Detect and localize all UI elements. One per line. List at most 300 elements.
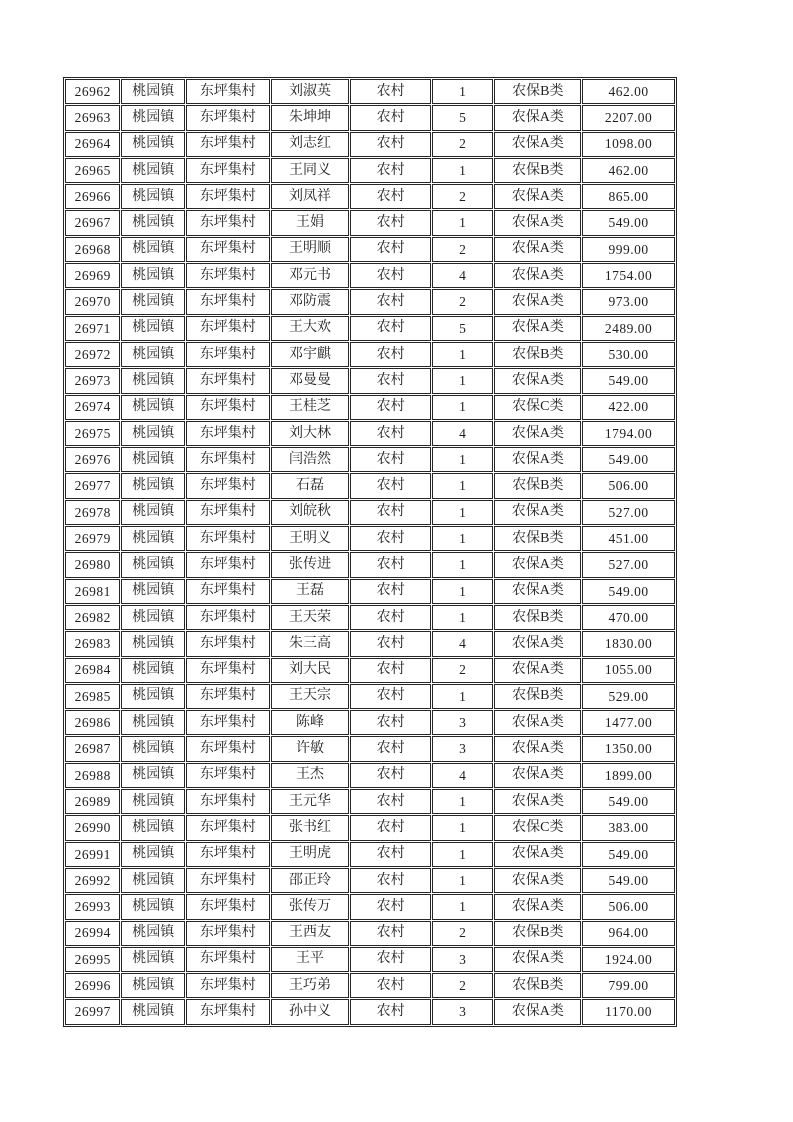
- cell-town: 桃园镇: [121, 421, 185, 446]
- cell-insurance-category: 农保A类: [494, 736, 581, 761]
- cell-name: 张书红: [271, 815, 350, 840]
- cell-person-count: 2: [432, 658, 494, 683]
- cell-residence-type: 农村: [350, 132, 431, 157]
- table-row: [65, 921, 675, 946]
- cell-amount: 964.00: [582, 921, 675, 946]
- cell-person-count: 3: [432, 736, 494, 761]
- cell-residence-type: 农村: [350, 658, 431, 683]
- cell-name: 刘大林: [271, 421, 350, 446]
- cell-name: 刘凤祥: [271, 184, 350, 209]
- table-row: [65, 973, 675, 998]
- cell-person-count: 1: [432, 342, 494, 367]
- cell-name: 刘大民: [271, 658, 350, 683]
- table-row: [65, 79, 675, 104]
- cell-town: 桃园镇: [121, 552, 185, 577]
- cell-residence-type: 农村: [350, 579, 431, 604]
- cell-amount: 549.00: [582, 842, 675, 867]
- cell-village: 东坪集村: [186, 947, 270, 972]
- cell-village: 东坪集村: [186, 921, 270, 946]
- table-body: [65, 79, 675, 1025]
- table-row: [65, 158, 675, 183]
- cell-person-count: 5: [432, 316, 494, 341]
- cell-amount: 2489.00: [582, 316, 675, 341]
- cell-residence-type: 农村: [350, 237, 431, 262]
- cell-village: 东坪集村: [186, 842, 270, 867]
- cell-name: 王西友: [271, 921, 350, 946]
- cell-residence-type: 农村: [350, 921, 431, 946]
- cell-town: 桃园镇: [121, 342, 185, 367]
- cell-record-id: 26975: [65, 421, 120, 446]
- cell-town: 桃园镇: [121, 789, 185, 814]
- cell-person-count: 1: [432, 552, 494, 577]
- cell-insurance-category: 农保A类: [494, 631, 581, 656]
- cell-name: 王同义: [271, 158, 350, 183]
- cell-town: 桃园镇: [121, 605, 185, 630]
- cell-name: 王大欢: [271, 316, 350, 341]
- cell-amount: 549.00: [582, 210, 675, 235]
- cell-person-count: 1: [432, 395, 494, 420]
- cell-residence-type: 农村: [350, 421, 431, 446]
- table-row: [65, 500, 675, 525]
- cell-village: 东坪集村: [186, 552, 270, 577]
- cell-insurance-category: 农保A类: [494, 105, 581, 130]
- cell-amount: 549.00: [582, 868, 675, 893]
- cell-residence-type: 农村: [350, 736, 431, 761]
- table-row: [65, 421, 675, 446]
- cell-person-count: 2: [432, 289, 494, 314]
- cell-amount: 1794.00: [582, 421, 675, 446]
- cell-residence-type: 农村: [350, 815, 431, 840]
- cell-amount: 799.00: [582, 973, 675, 998]
- cell-amount: 549.00: [582, 579, 675, 604]
- cell-record-id: 26988: [65, 763, 120, 788]
- cell-name: 王天宗: [271, 684, 350, 709]
- cell-record-id: 26971: [65, 316, 120, 341]
- cell-amount: 470.00: [582, 605, 675, 630]
- cell-amount: 1924.00: [582, 947, 675, 972]
- cell-village: 东坪集村: [186, 894, 270, 919]
- table-row: [65, 184, 675, 209]
- cell-record-id: 26965: [65, 158, 120, 183]
- cell-record-id: 26977: [65, 473, 120, 498]
- cell-village: 东坪集村: [186, 631, 270, 656]
- cell-person-count: 1: [432, 447, 494, 472]
- cell-record-id: 26993: [65, 894, 120, 919]
- cell-town: 桃园镇: [121, 763, 185, 788]
- table-row: [65, 105, 675, 130]
- cell-person-count: 3: [432, 947, 494, 972]
- cell-amount: 1477.00: [582, 710, 675, 735]
- cell-town: 桃园镇: [121, 447, 185, 472]
- cell-name: 石磊: [271, 473, 350, 498]
- cell-village: 东坪集村: [186, 316, 270, 341]
- cell-record-id: 26976: [65, 447, 120, 472]
- cell-residence-type: 农村: [350, 158, 431, 183]
- cell-village: 东坪集村: [186, 237, 270, 262]
- cell-name: 邓防震: [271, 289, 350, 314]
- cell-town: 桃园镇: [121, 815, 185, 840]
- cell-amount: 529.00: [582, 684, 675, 709]
- cell-amount: 549.00: [582, 789, 675, 814]
- cell-insurance-category: 农保A类: [494, 237, 581, 262]
- cell-amount: 530.00: [582, 342, 675, 367]
- cell-village: 东坪集村: [186, 132, 270, 157]
- cell-village: 东坪集村: [186, 395, 270, 420]
- cell-town: 桃园镇: [121, 999, 185, 1024]
- table-row: [65, 289, 675, 314]
- cell-record-id: 26985: [65, 684, 120, 709]
- table-row: [65, 999, 675, 1024]
- cell-insurance-category: 农保B类: [494, 526, 581, 551]
- cell-record-id: 26981: [65, 579, 120, 604]
- cell-village: 东坪集村: [186, 368, 270, 393]
- cell-village: 东坪集村: [186, 421, 270, 446]
- cell-residence-type: 农村: [350, 79, 431, 104]
- table-row: [65, 237, 675, 262]
- table-row: [65, 473, 675, 498]
- cell-residence-type: 农村: [350, 500, 431, 525]
- cell-insurance-category: 农保A类: [494, 579, 581, 604]
- cell-residence-type: 农村: [350, 842, 431, 867]
- cell-insurance-category: 农保A类: [494, 894, 581, 919]
- cell-person-count: 1: [432, 500, 494, 525]
- cell-town: 桃园镇: [121, 158, 185, 183]
- table-row: [65, 763, 675, 788]
- cell-town: 桃园镇: [121, 973, 185, 998]
- cell-person-count: 1: [432, 842, 494, 867]
- cell-record-id: 26980: [65, 552, 120, 577]
- cell-village: 东坪集村: [186, 263, 270, 288]
- cell-residence-type: 农村: [350, 710, 431, 735]
- table-row: [65, 552, 675, 577]
- cell-record-id: 26987: [65, 736, 120, 761]
- cell-town: 桃园镇: [121, 210, 185, 235]
- cell-insurance-category: 农保A类: [494, 316, 581, 341]
- cell-residence-type: 农村: [350, 368, 431, 393]
- table-row: [65, 316, 675, 341]
- cell-town: 桃园镇: [121, 526, 185, 551]
- cell-name: 邓元书: [271, 263, 350, 288]
- cell-person-count: 1: [432, 868, 494, 893]
- cell-record-id: 26991: [65, 842, 120, 867]
- cell-name: 孙中义: [271, 999, 350, 1024]
- cell-person-count: 2: [432, 237, 494, 262]
- cell-name: 王杰: [271, 763, 350, 788]
- cell-insurance-category: 农保B类: [494, 605, 581, 630]
- table-row: [65, 368, 675, 393]
- cell-insurance-category: 农保C类: [494, 815, 581, 840]
- cell-town: 桃园镇: [121, 473, 185, 498]
- cell-record-id: 26973: [65, 368, 120, 393]
- table-row: [65, 684, 675, 709]
- cell-name: 张传进: [271, 552, 350, 577]
- cell-name: 王磊: [271, 579, 350, 604]
- cell-town: 桃园镇: [121, 736, 185, 761]
- cell-town: 桃园镇: [121, 395, 185, 420]
- table-row: [65, 526, 675, 551]
- cell-village: 东坪集村: [186, 158, 270, 183]
- cell-residence-type: 农村: [350, 894, 431, 919]
- cell-name: 刘皖秋: [271, 500, 350, 525]
- cell-amount: 1055.00: [582, 658, 675, 683]
- cell-village: 东坪集村: [186, 710, 270, 735]
- cell-village: 东坪集村: [186, 342, 270, 367]
- cell-record-id: 26964: [65, 132, 120, 157]
- table-row: [65, 605, 675, 630]
- cell-person-count: 4: [432, 263, 494, 288]
- cell-person-count: 1: [432, 684, 494, 709]
- cell-record-id: 26984: [65, 658, 120, 683]
- cell-residence-type: 农村: [350, 316, 431, 341]
- cell-insurance-category: 农保C类: [494, 395, 581, 420]
- cell-insurance-category: 农保A类: [494, 763, 581, 788]
- cell-record-id: 26990: [65, 815, 120, 840]
- cell-person-count: 4: [432, 631, 494, 656]
- cell-residence-type: 农村: [350, 868, 431, 893]
- cell-record-id: 26996: [65, 973, 120, 998]
- cell-village: 东坪集村: [186, 289, 270, 314]
- cell-record-id: 26969: [65, 263, 120, 288]
- cell-insurance-category: 农保A类: [494, 447, 581, 472]
- cell-person-count: 4: [432, 421, 494, 446]
- cell-residence-type: 农村: [350, 973, 431, 998]
- cell-village: 东坪集村: [186, 658, 270, 683]
- cell-person-count: 1: [432, 210, 494, 235]
- cell-name: 王元华: [271, 789, 350, 814]
- cell-town: 桃园镇: [121, 79, 185, 104]
- cell-amount: 1899.00: [582, 763, 675, 788]
- cell-record-id: 26963: [65, 105, 120, 130]
- cell-town: 桃园镇: [121, 184, 185, 209]
- cell-residence-type: 农村: [350, 552, 431, 577]
- cell-amount: 506.00: [582, 894, 675, 919]
- cell-name: 邓宇麒: [271, 342, 350, 367]
- cell-amount: 1098.00: [582, 132, 675, 157]
- cell-person-count: 1: [432, 894, 494, 919]
- cell-record-id: 26970: [65, 289, 120, 314]
- table-row: [65, 263, 675, 288]
- cell-village: 东坪集村: [186, 500, 270, 525]
- table-row: [65, 395, 675, 420]
- cell-name: 王平: [271, 947, 350, 972]
- cell-residence-type: 农村: [350, 263, 431, 288]
- cell-residence-type: 农村: [350, 947, 431, 972]
- cell-village: 东坪集村: [186, 789, 270, 814]
- cell-amount: 1170.00: [582, 999, 675, 1024]
- cell-person-count: 1: [432, 605, 494, 630]
- cell-record-id: 26989: [65, 789, 120, 814]
- cell-town: 桃园镇: [121, 289, 185, 314]
- cell-amount: 422.00: [582, 395, 675, 420]
- cell-record-id: 26968: [65, 237, 120, 262]
- table-row: [65, 815, 675, 840]
- cell-town: 桃园镇: [121, 947, 185, 972]
- cell-residence-type: 农村: [350, 342, 431, 367]
- cell-village: 东坪集村: [186, 79, 270, 104]
- table-row: [65, 894, 675, 919]
- cell-name: 刘淑英: [271, 79, 350, 104]
- cell-village: 东坪集村: [186, 105, 270, 130]
- cell-town: 桃园镇: [121, 579, 185, 604]
- cell-name: 邓曼曼: [271, 368, 350, 393]
- table-row: [65, 631, 675, 656]
- cell-village: 东坪集村: [186, 605, 270, 630]
- cell-residence-type: 农村: [350, 684, 431, 709]
- table-row: [65, 658, 675, 683]
- cell-amount: 549.00: [582, 447, 675, 472]
- cell-person-count: 1: [432, 79, 494, 104]
- cell-insurance-category: 农保B类: [494, 684, 581, 709]
- table-row: [65, 842, 675, 867]
- cell-amount: 1350.00: [582, 736, 675, 761]
- cell-name: 王天荣: [271, 605, 350, 630]
- cell-town: 桃园镇: [121, 868, 185, 893]
- cell-amount: 549.00: [582, 368, 675, 393]
- cell-town: 桃园镇: [121, 132, 185, 157]
- table-row: [65, 789, 675, 814]
- cell-town: 桃园镇: [121, 921, 185, 946]
- cell-insurance-category: 农保A类: [494, 421, 581, 446]
- cell-record-id: 26995: [65, 947, 120, 972]
- cell-name: 陈峰: [271, 710, 350, 735]
- cell-name: 王娟: [271, 210, 350, 235]
- cell-amount: 462.00: [582, 79, 675, 104]
- cell-name: 朱三高: [271, 631, 350, 656]
- cell-name: 王桂芝: [271, 395, 350, 420]
- cell-insurance-category: 农保A类: [494, 210, 581, 235]
- table-row: [65, 132, 675, 157]
- cell-insurance-category: 农保A类: [494, 710, 581, 735]
- cell-town: 桃园镇: [121, 658, 185, 683]
- cell-insurance-category: 农保A类: [494, 263, 581, 288]
- cell-town: 桃园镇: [121, 237, 185, 262]
- cell-amount: 973.00: [582, 289, 675, 314]
- cell-residence-type: 农村: [350, 526, 431, 551]
- table-row: [65, 947, 675, 972]
- cell-insurance-category: 农保A类: [494, 999, 581, 1024]
- cell-insurance-category: 农保A类: [494, 289, 581, 314]
- cell-insurance-category: 农保A类: [494, 184, 581, 209]
- cell-residence-type: 农村: [350, 999, 431, 1024]
- cell-record-id: 26982: [65, 605, 120, 630]
- benefits-table-container: [63, 77, 677, 1027]
- table-row: [65, 579, 675, 604]
- cell-village: 东坪集村: [186, 999, 270, 1024]
- cell-name: 王巧弟: [271, 973, 350, 998]
- cell-name: 王明顺: [271, 237, 350, 262]
- cell-residence-type: 农村: [350, 763, 431, 788]
- cell-residence-type: 农村: [350, 289, 431, 314]
- cell-record-id: 26983: [65, 631, 120, 656]
- cell-insurance-category: 农保A类: [494, 368, 581, 393]
- cell-residence-type: 农村: [350, 447, 431, 472]
- table-row: [65, 447, 675, 472]
- cell-person-count: 1: [432, 158, 494, 183]
- cell-person-count: 1: [432, 473, 494, 498]
- cell-amount: 383.00: [582, 815, 675, 840]
- cell-insurance-category: 农保B类: [494, 473, 581, 498]
- cell-name: 张传万: [271, 894, 350, 919]
- cell-residence-type: 农村: [350, 184, 431, 209]
- cell-village: 东坪集村: [186, 526, 270, 551]
- cell-record-id: 26994: [65, 921, 120, 946]
- table-row: [65, 342, 675, 367]
- cell-village: 东坪集村: [186, 973, 270, 998]
- cell-insurance-category: 农保A类: [494, 842, 581, 867]
- cell-amount: 462.00: [582, 158, 675, 183]
- cell-amount: 1830.00: [582, 631, 675, 656]
- cell-name: 邵正玲: [271, 868, 350, 893]
- cell-residence-type: 农村: [350, 210, 431, 235]
- cell-name: 许敏: [271, 736, 350, 761]
- table-row: [65, 210, 675, 235]
- cell-residence-type: 农村: [350, 789, 431, 814]
- cell-person-count: 3: [432, 999, 494, 1024]
- cell-name: 王明义: [271, 526, 350, 551]
- cell-residence-type: 农村: [350, 605, 431, 630]
- cell-record-id: 26962: [65, 79, 120, 104]
- cell-amount: 865.00: [582, 184, 675, 209]
- cell-person-count: 5: [432, 105, 494, 130]
- cell-town: 桃园镇: [121, 894, 185, 919]
- cell-name: 王明虎: [271, 842, 350, 867]
- cell-name: 朱坤坤: [271, 105, 350, 130]
- cell-insurance-category: 农保B类: [494, 921, 581, 946]
- cell-name: 闫浩然: [271, 447, 350, 472]
- cell-record-id: 26979: [65, 526, 120, 551]
- cell-village: 东坪集村: [186, 473, 270, 498]
- cell-record-id: 26967: [65, 210, 120, 235]
- cell-village: 东坪集村: [186, 447, 270, 472]
- table-row: [65, 710, 675, 735]
- cell-record-id: 26997: [65, 999, 120, 1024]
- cell-person-count: 4: [432, 763, 494, 788]
- cell-insurance-category: 农保A类: [494, 789, 581, 814]
- cell-town: 桃园镇: [121, 500, 185, 525]
- cell-residence-type: 农村: [350, 473, 431, 498]
- cell-village: 东坪集村: [186, 184, 270, 209]
- cell-insurance-category: 农保A类: [494, 658, 581, 683]
- cell-residence-type: 农村: [350, 105, 431, 130]
- cell-name: 刘志红: [271, 132, 350, 157]
- cell-amount: 999.00: [582, 237, 675, 262]
- cell-person-count: 1: [432, 579, 494, 604]
- cell-insurance-category: 农保B类: [494, 342, 581, 367]
- cell-town: 桃园镇: [121, 842, 185, 867]
- cell-amount: 1754.00: [582, 263, 675, 288]
- cell-insurance-category: 农保A类: [494, 552, 581, 577]
- cell-record-id: 26974: [65, 395, 120, 420]
- cell-village: 东坪集村: [186, 763, 270, 788]
- cell-person-count: 1: [432, 789, 494, 814]
- cell-village: 东坪集村: [186, 868, 270, 893]
- cell-person-count: 3: [432, 710, 494, 735]
- cell-town: 桃园镇: [121, 710, 185, 735]
- cell-amount: 506.00: [582, 473, 675, 498]
- cell-record-id: 26966: [65, 184, 120, 209]
- cell-town: 桃园镇: [121, 368, 185, 393]
- cell-insurance-category: 农保B类: [494, 79, 581, 104]
- table-row: [65, 868, 675, 893]
- cell-insurance-category: 农保B类: [494, 158, 581, 183]
- cell-village: 东坪集村: [186, 579, 270, 604]
- cell-person-count: 2: [432, 921, 494, 946]
- cell-insurance-category: 农保B类: [494, 973, 581, 998]
- cell-village: 东坪集村: [186, 736, 270, 761]
- cell-town: 桃园镇: [121, 316, 185, 341]
- cell-person-count: 1: [432, 815, 494, 840]
- cell-person-count: 1: [432, 368, 494, 393]
